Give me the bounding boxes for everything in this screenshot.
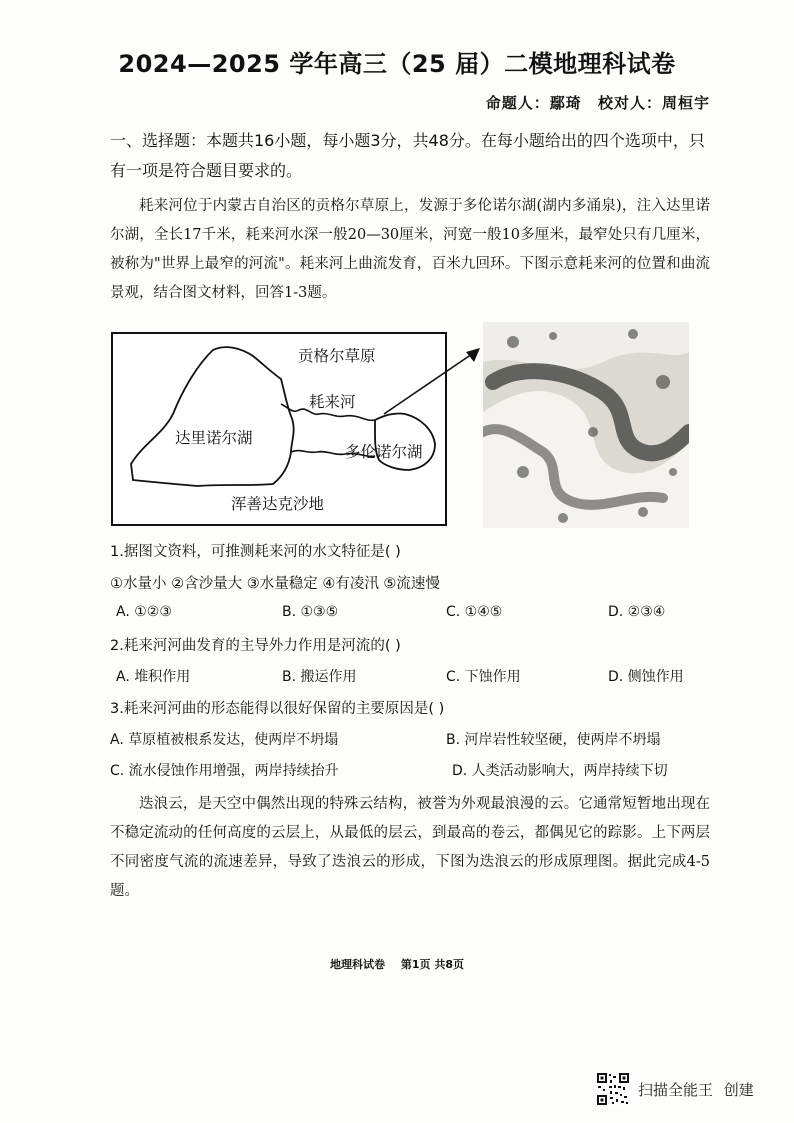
passage-2: 迭浪云，是天空中偶然出现的特殊云结构，被誉为外观最浪漫的云。它通常短暂地出现在不稳定流动的任何高度的云层上，从最低的层云，到最高的卷云，都偶见它的踪影。上下两层不同密度气流的流速差异，导致了迭浪云的形成，下图为迭浪云的形成原理图。据此完成4-5题。 [110,796,710,899]
scanner-action: 创建 [723,1080,754,1099]
reviewer-name: 校对人：周桓宇 [597,94,710,112]
section-heading-line1: 一、选择题：本题共16小题，每小题3分，共48分。在每小题给出的四个选项中，只 [110,131,705,150]
q1-option-a[interactable]: A. ①②③ [116,604,172,620]
author-line [476,92,710,113]
q2-option-a[interactable]: A. 堆积作用 [116,669,191,685]
question-3-stem: 3.耗来河河曲的形态能得以很好保留的主要原因是( ) [110,701,445,717]
question-2-stem: 2.耗来河河曲发育的主导外力作用是河流的( ) [110,638,401,654]
q3-option-d[interactable]: D. 人类活动影响大，两岸持续下切 [452,763,668,779]
label-grassland: 贡格尔草原 [298,347,376,365]
q1-option-d[interactable]: D. ②③④ [608,604,666,620]
q1-option-b[interactable]: B. ①③⑤ [282,604,339,620]
qr-code-icon [596,1072,630,1106]
q3-option-a[interactable]: A. 草原植被根系发达，使两岸不坍塌 [110,732,339,748]
q1-option-c[interactable]: C. ①④⑤ [446,604,503,620]
section-heading-line2: 有一项是符合题目要求的。 [110,161,303,180]
footer-page-number: 第1页 共8页 [400,958,464,971]
label-duolunnur: 多伦诺尔湖 [345,443,423,461]
label-river: 耗来河 [309,393,356,411]
setter-name: 命题人：鄢琦 [485,94,582,112]
meander-photo [483,322,689,528]
q2-option-b[interactable]: B. 搬运作用 [282,669,357,685]
q3-option-b[interactable]: B. 河岸岩性较坚硬，使两岸不坍塌 [446,732,661,748]
scanner-app-name: 扫描全能王 [638,1080,714,1099]
q3-option-c[interactable]: C. 流水侵蚀作用增强，两岸持续抬升 [110,763,339,779]
exam-title: 2024—2025 学年高三（25 届）二模地理科试卷 [118,50,676,78]
page-footer [0,956,794,972]
scanner-watermark [596,1072,760,1106]
pointer-arrow [380,340,490,420]
question-1-stem: 1.据图文资料，可推测耗来河的水文特征是( ) [110,544,401,560]
dalinur-lake-shape [131,347,294,486]
q2-option-d[interactable]: D. 侧蚀作用 [608,669,684,685]
scanner-text [638,1079,760,1100]
footer-subject: 地理科试卷 [330,958,385,971]
question-1-items: ①水量小 ②含沙量大 ③水量稳定 ④有凌汛 ⑤流速慢 [110,576,440,592]
label-dalinur: 达里诺尔湖 [175,429,253,447]
section-heading [110,126,710,186]
q2-option-c[interactable]: C. 下蚀作用 [446,669,521,685]
passage-1: 耗来河位于内蒙古自治区的贡格尔草原上，发源于多伦诺尔湖(湖内多涌泉)，注入达里诺尔湖，全长17千米，耗来河水深一般20—30厘米，河宽一般10多厘米，最窄处只有几厘米，被称为"世界上最窄的河流"。耗来河上曲流发育，百米九回环。下图示意耗来河的位置和曲流景观，结合图文材料，回答1-3题。 [110,198,710,301]
label-desert: 浑善达克沙地 [231,495,325,513]
meander-photo-drawing [483,322,689,528]
